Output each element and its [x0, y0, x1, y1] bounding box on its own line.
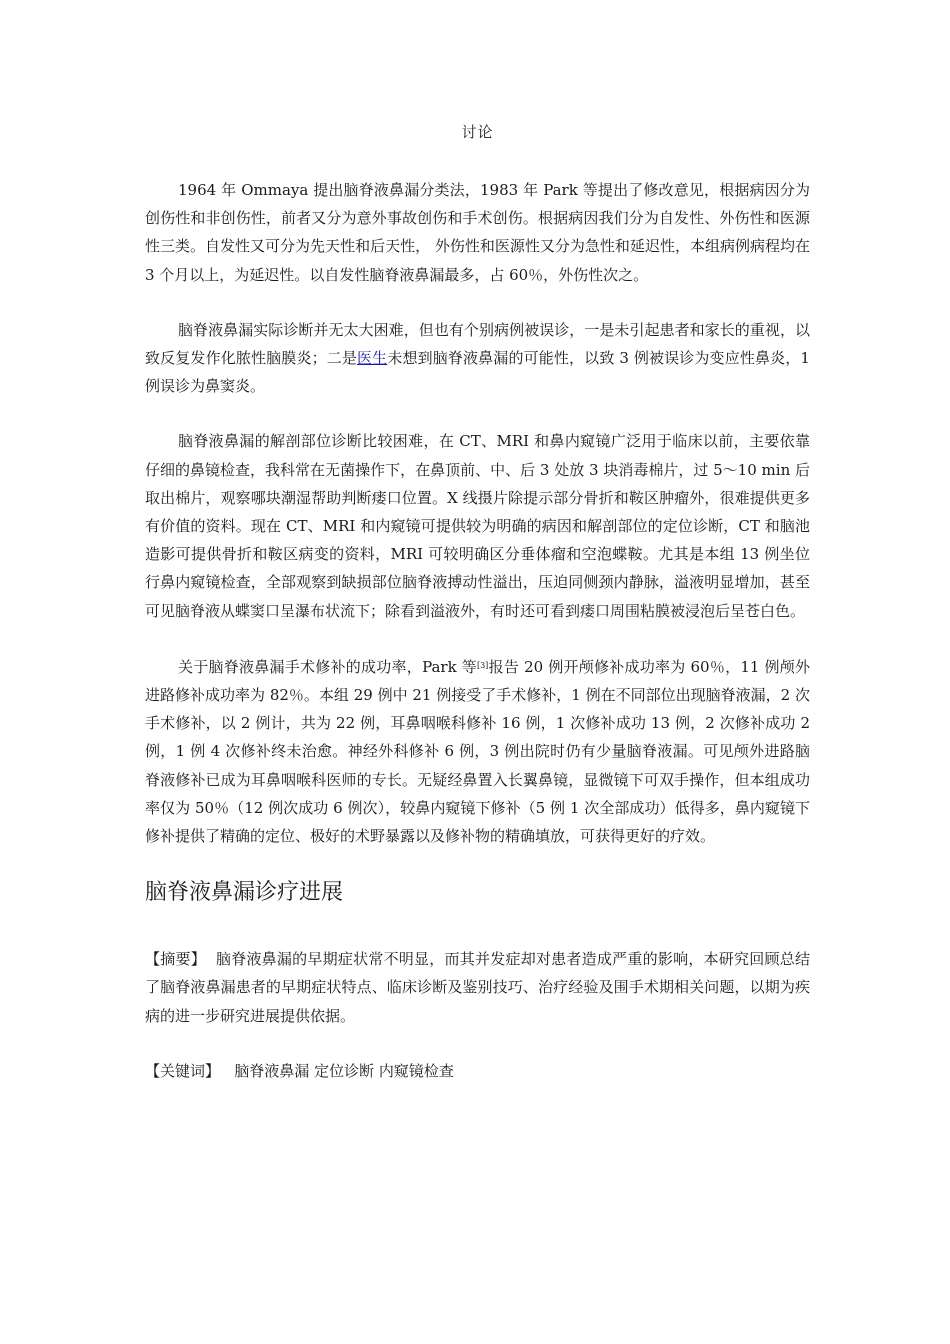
abstract-label: 【摘要】 — [145, 950, 206, 969]
discussion-paragraph-1: 1964 年 Ommaya 提出脑脊液鼻漏分类法，1983 年 Park 等提出了修改意见，根据病因分为创伤性和非创伤性，前者又分为意外事故创伤和手术创伤。根据病因我们分为自发性、外伤性和医源性三类。自发性又可分为先天性和后天性， 外伤性和医源性又分为急性和延迟性，本组病例病程均在 3 个月以上，为延迟性。以自发性脑脊液鼻漏最多，占 60％，外伤性次之。 — [145, 181, 810, 284]
keywords-label: 【关键词】 — [145, 1061, 221, 1080]
paragraph-4-text-before: 关于脑脊液鼻漏手术修补的成功率，Park 等 — [178, 657, 477, 676]
document-page — [145, 118, 810, 1112]
article-title: 脑脊液鼻漏诊疗进展 — [145, 880, 344, 906]
keywords-paragraph — [145, 1057, 810, 1085]
citation-reference: [3] — [476, 660, 489, 670]
abstract-text: 脑脊液鼻漏的早期症状常不明显，而其并发症却对患者造成严重的影响，本研究回顾总结了脑脊液鼻漏患者的早期症状特点、临床诊断及鉴别技巧、治疗经验及围手术期相关问题，以期为疾病的进一步研究进展提供依据。 — [145, 950, 810, 1025]
keywords-text: 脑脊液鼻漏 定位诊断 内窥镜检查 — [234, 1061, 454, 1080]
doctor-link[interactable]: 医生 — [357, 349, 388, 368]
abstract-paragraph — [145, 945, 810, 1030]
discussion-paragraph-2 — [145, 316, 810, 401]
discussion-paragraph-3: 脑脊液鼻漏的解剖部位诊断比较困难，在 CT、MRI 和鼻内窥镜广泛用于临床以前，主要依靠仔细的鼻镜检查，我科常在无菌操作下，在鼻顶前、中、后 3 处放 3 块消毒棉片，过 5～10 min 后取出棉片，观察哪块潮湿帮助判断瘘口位置。X 线摄片除提示部分骨折和鞍区肿瘤外，很难提供更多有价值的资料。现在 CT、MRI 和内窥镜可提供较为明确的病因和解剖部位的定位诊断，CT 和脑池造影可提供骨折和鞍区病变的资料，MRI 可较明确区分垂体瘤和空泡蝶鞍。尤其是本组 13 例坐位行鼻内窥镜检查，全部观察到缺损部位脑脊液搏动性溢出，压迫同侧颈内静脉，溢液明显增加，甚至可见脑脊液从蝶窦口呈瀑布状流下；除看到溢液外，有时还可看到瘘口周围粘膜被浸泡后呈苍白色。 — [145, 432, 810, 620]
paragraph-4-text-after: 报告 20 例开颅修补成功率为 60％，11 例颅外进路修补成功率为 82％。本组 29 例中 21 例接受了手术修补，1 例在不同部位出现脑脊液漏，2 次手术修补，以 2 例计，共为 22 例，耳鼻咽喉科修补 16 例，1 次修补成功 13 例，2 次修补成功 2 例，1 例 4 次修补终未治愈。神经外科修补 6 例，3 例出院时仍有少量脑脊液漏。可见颅外进路脑脊液修补已成为耳鼻咽喉科医师的专长。无疑经鼻置入长翼鼻镜，显微镜下可双手操作，但本组成功率仅为 50％（12 例次成功 6 例次），较鼻内窥镜下修补（5 例 1 次全部成功）低得多，鼻内窥镜下修补提供了精确的定位、极好的术野暴露以及修补物的精确填放，可获得更好的疗效。 — [145, 657, 810, 846]
paragraph-2-text-after: 未想到脑脊液鼻漏的可能性，以致 3 例被误诊为变应性鼻炎，1 例误诊为鼻窦炎。 — [145, 349, 810, 396]
discussion-paragraph-4 — [145, 652, 810, 850]
discussion-heading: 讨论 — [461, 123, 494, 141]
paragraph-2-text-before: 脑脊液鼻漏实际诊断并无太大困难，但也有个别病例被误诊，一是未引起患者和家长的重视，以致反复发作化脓性脑膜炎；二是 — [145, 320, 810, 368]
